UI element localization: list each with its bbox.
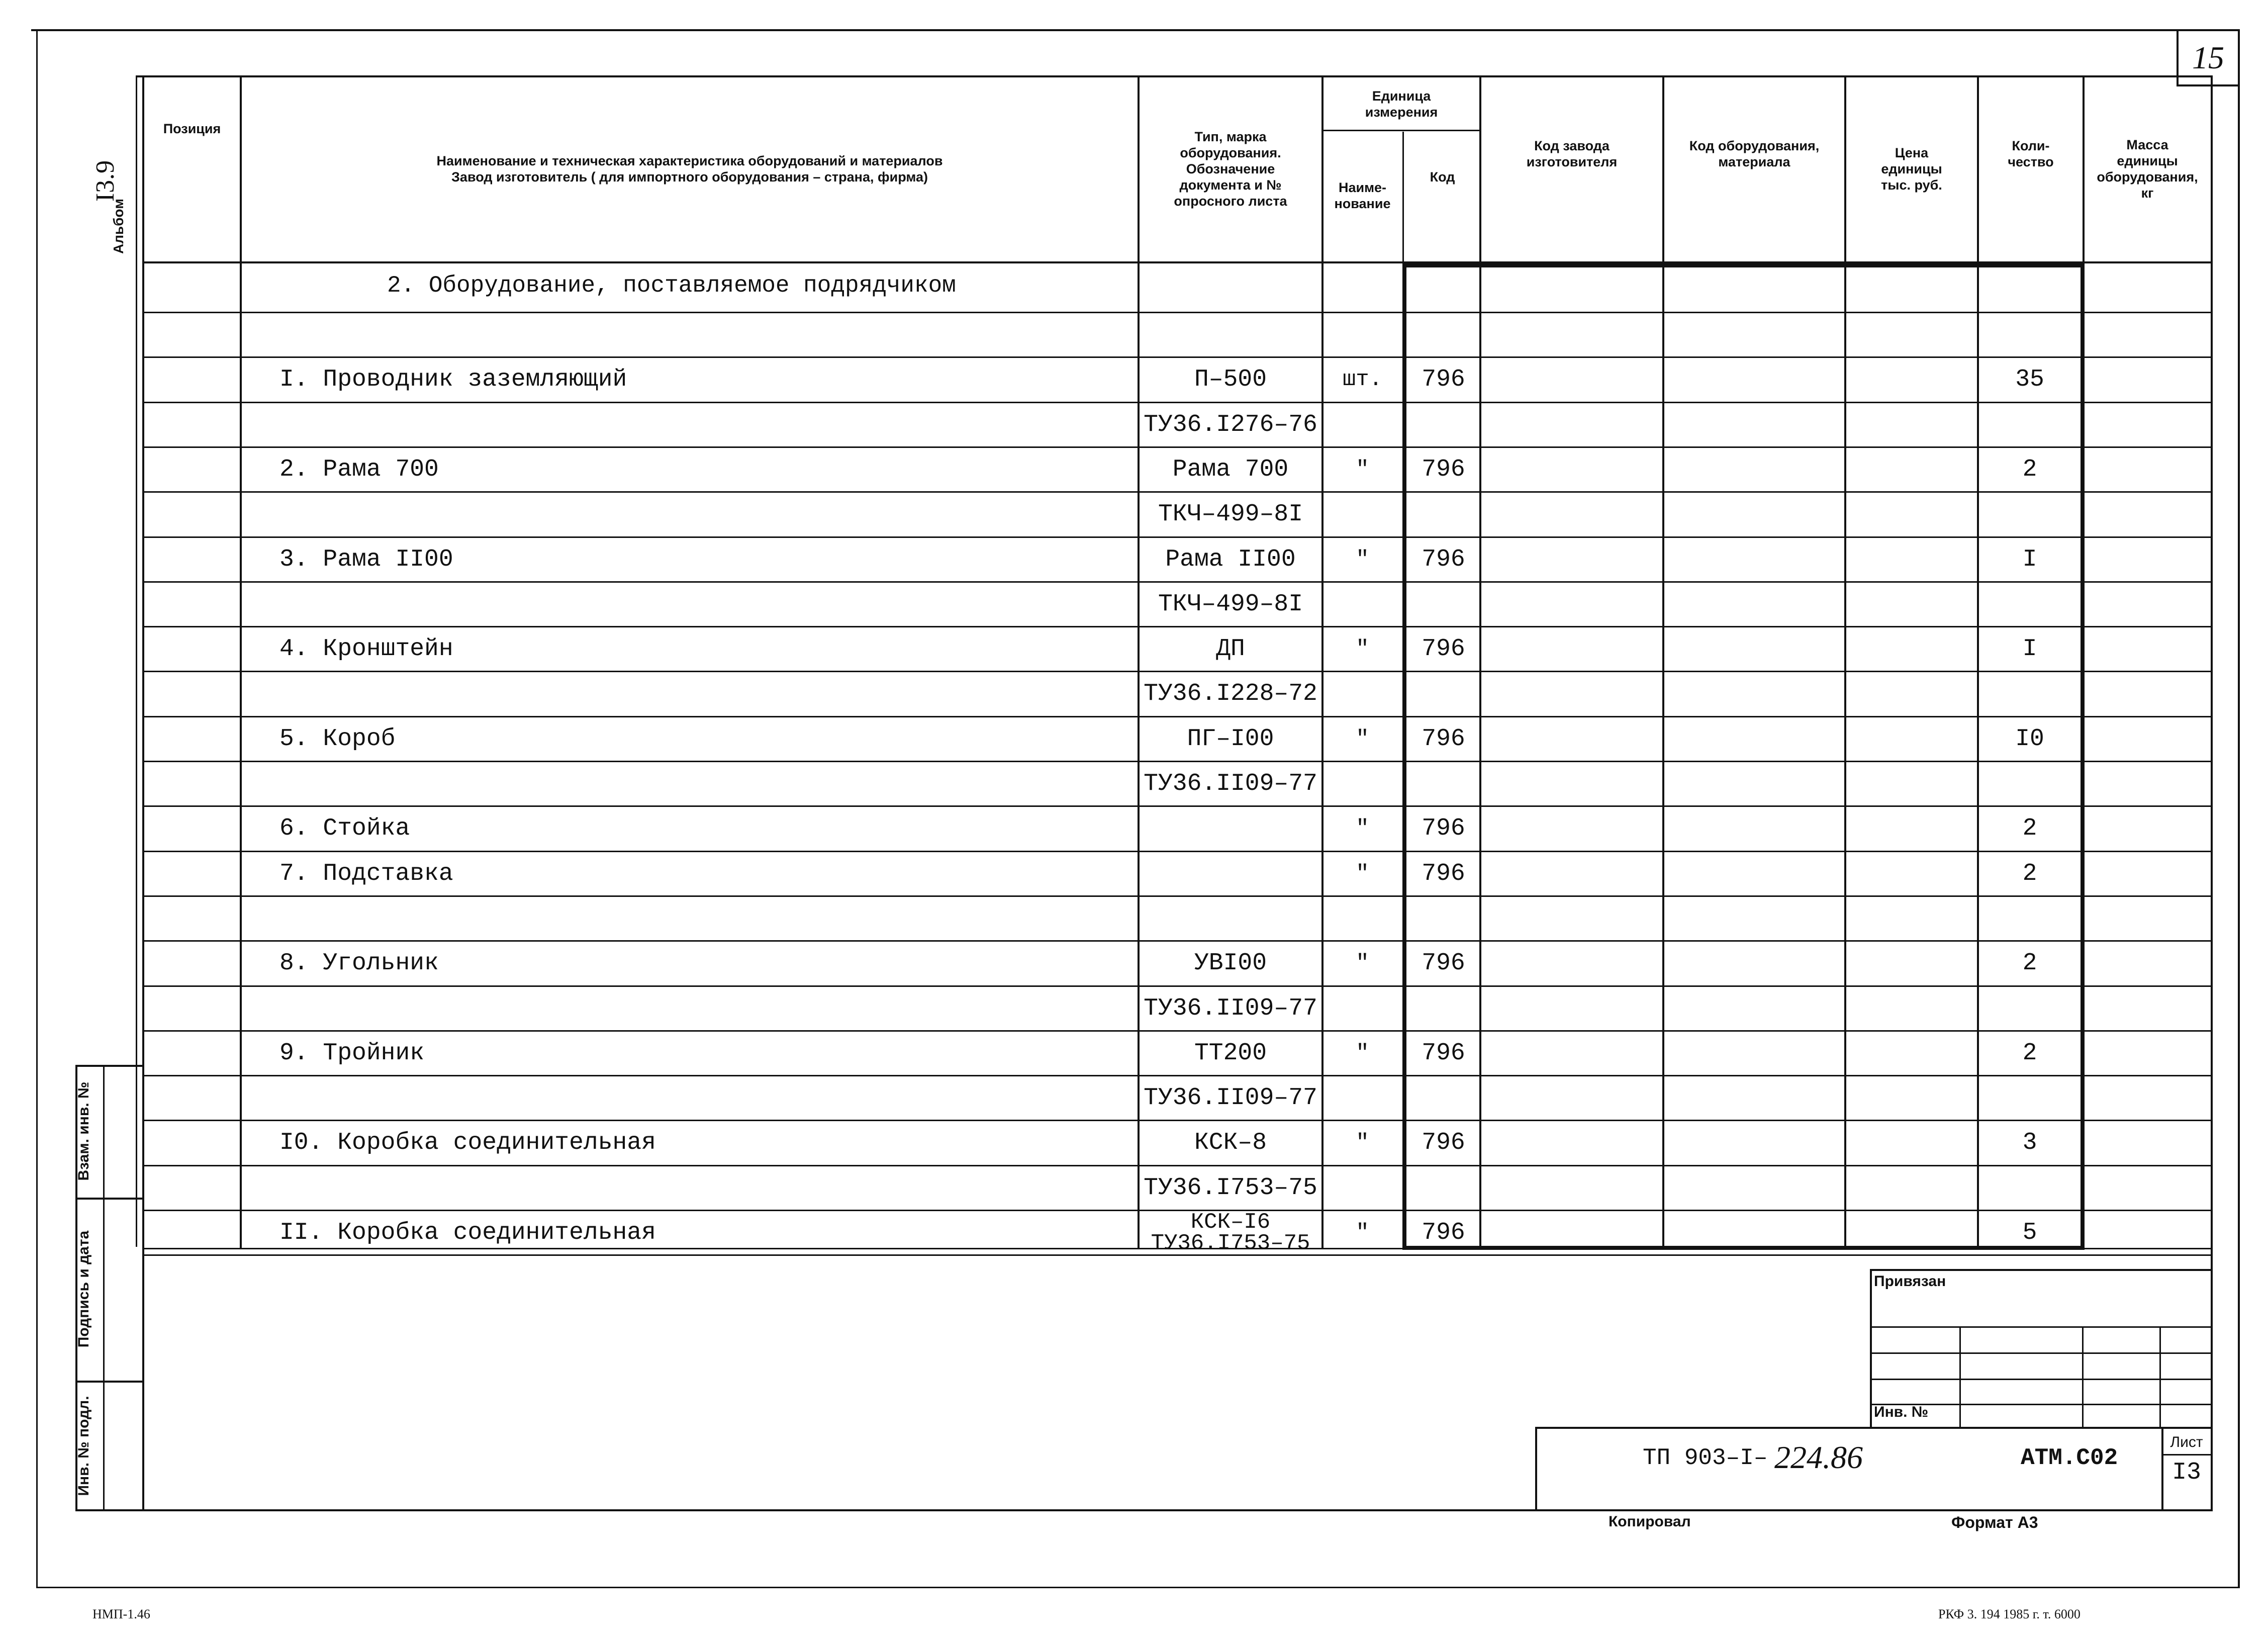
tb-v2: [2082, 1326, 2084, 1427]
row-type: КСК–I6: [1190, 1209, 1271, 1235]
row-type: ТКЧ–499–8I: [1158, 590, 1303, 618]
row-line-17: [142, 1075, 2211, 1076]
row-type-stacked: [1140, 1210, 1321, 1255]
header-equipment-code-line-2: материала: [1718, 154, 1790, 169]
header-price: [1846, 78, 1977, 259]
row-line-18: [142, 1120, 2211, 1121]
row-quantity: 35: [2015, 366, 2044, 393]
row-quantity: 2: [2022, 456, 2037, 483]
row-quantity: 2: [2022, 949, 2037, 977]
title-block-privyazan: Привязан: [1874, 1273, 1946, 1290]
row-line-2: [142, 402, 2211, 403]
album-label: Альбом: [111, 199, 126, 254]
header-equipment-code-line-1: Код оборудования,: [1689, 138, 1820, 153]
header-price-line-3: тыс. руб.: [1881, 177, 1942, 193]
tb-v1: [1959, 1326, 1961, 1427]
row-line-14: [142, 940, 2211, 942]
row-name: II. Коробка соединительная: [279, 1219, 656, 1246]
header-type-line-1: Тип, марка: [1194, 129, 1267, 144]
side-stamp-h1: [75, 1198, 144, 1200]
header-name-line2: Завод изготовитель ( для импортного оборудования – страна, фирма): [451, 169, 928, 185]
row-line-7: [142, 626, 2211, 627]
header-type: [1140, 78, 1321, 259]
row-line-11: [142, 805, 2211, 807]
row-line-15: [142, 985, 2211, 987]
header-name: [242, 78, 1138, 259]
row-type: ТУ36.II09–77: [1144, 1084, 1317, 1112]
row-line-3: [142, 446, 2211, 448]
row-type: КСК–8: [1194, 1129, 1267, 1156]
inner-frame-top: [136, 75, 2212, 77]
row-type: ДП: [1216, 635, 1245, 663]
row-code: 796: [1422, 456, 1465, 483]
header-unit-name-line-1: Наиме-: [1338, 180, 1387, 195]
header-mass-line-1: Масса: [2126, 137, 2168, 152]
row-type: ПГ–I00: [1187, 725, 1274, 753]
row-code: 796: [1422, 545, 1465, 573]
tb-sheet-divider: [2161, 1454, 2212, 1455]
row-type2: ТУ36.I753–75: [1151, 1230, 1310, 1256]
page-number: 15: [2192, 40, 2224, 75]
header-factory-code: [1481, 78, 1662, 229]
row-code: 796: [1422, 725, 1465, 753]
header-price-line-1: Цена: [1895, 145, 1929, 160]
row-type: Рама II00: [1165, 545, 1296, 573]
header-unit-group: [1324, 78, 1479, 130]
row-code: 796: [1422, 1129, 1465, 1156]
row-unit: ": [1356, 636, 1369, 662]
row-code: 796: [1422, 635, 1465, 663]
header-factory-code-line-2: изготовителя: [1526, 154, 1618, 169]
header-type-line-3: Обозначение: [1186, 161, 1275, 176]
row-name: I. Проводник заземляющий: [279, 366, 627, 393]
row-unit: ": [1356, 815, 1369, 841]
row-type: ТУ36.I276–76: [1144, 411, 1317, 438]
header-type-line-4: документа и №: [1179, 177, 1282, 193]
side-stamp-div: [103, 1065, 105, 1511]
doc-code-printed: ТП 903–I–: [1643, 1445, 1768, 1471]
row-quantity: I0: [2015, 725, 2044, 753]
header-type-line-5: опросного листа: [1174, 194, 1287, 209]
row-quantity: 3: [2022, 1129, 2037, 1156]
row-line-10: [142, 761, 2211, 762]
header-unit-code: Код: [1430, 169, 1455, 185]
header-name-line1: Наименование и техническая характеристика оборудований и материалов: [436, 153, 943, 168]
side-stamp-podpis: Подпись и дата: [75, 1230, 92, 1348]
tb-sheet-left: [2161, 1427, 2163, 1510]
side-stamp-vzam: Взам. инв. №: [75, 1081, 92, 1181]
outer-frame-top: [31, 29, 2239, 31]
row-type: ТКЧ–499–8I: [1158, 500, 1303, 528]
inner-frame-right: [2211, 75, 2213, 1510]
row-unit: ": [1356, 1220, 1369, 1245]
row-line-16: [142, 1030, 2211, 1032]
row-name: 3. Рама II00: [279, 545, 453, 573]
row-name: 2. Рама 700: [279, 456, 439, 483]
row-name: 4. Кронштейн: [279, 635, 453, 663]
row-code: 796: [1422, 366, 1465, 393]
row-quantity: I: [2022, 635, 2037, 663]
footer-right-code: РКФ 3. 194 1985 г. т. 6000: [1938, 1607, 2081, 1621]
header-mass-line-3: оборудования,: [2097, 169, 2198, 185]
row-quantity: 2: [2022, 1039, 2037, 1067]
row-name: 7. Подставка: [279, 860, 453, 887]
row-type: ТУ36.II09–77: [1144, 994, 1317, 1022]
header-mass-line-4: кг: [2141, 186, 2154, 201]
doc-code-handwritten: 224.86: [1774, 1439, 1863, 1475]
col-line-4: [1662, 75, 1664, 1248]
row-type: ТУ36.I753–75: [1144, 1174, 1317, 1202]
header-mass-line-2: единицы: [2117, 153, 2178, 168]
row-quantity: 2: [2022, 814, 2037, 842]
row-line-13: [142, 895, 2211, 897]
left-extra-line: [136, 75, 137, 1247]
col-line-3: [1479, 75, 1481, 1248]
header-unit-group-line-2: измерения: [1365, 105, 1438, 120]
header-mass: [2085, 78, 2210, 259]
row-line-8: [142, 671, 2211, 672]
title-block-inv-no: Инв. №: [1874, 1404, 1929, 1420]
sheet-value: I3: [2172, 1459, 2201, 1486]
row-type: ТУ36.II09–77: [1144, 770, 1317, 797]
tb-main-left: [1535, 1427, 1537, 1510]
header-type-line-2: оборудования.: [1180, 145, 1281, 160]
tb-v3: [2159, 1326, 2161, 1427]
row-code: 796: [1422, 949, 1465, 977]
row-name: I0. Коробка соединительная: [279, 1129, 656, 1156]
row-code: 796: [1422, 1039, 1465, 1067]
row-name: 6. Стойка: [279, 814, 410, 842]
footer-left-code: НМП-1.46: [92, 1607, 150, 1621]
row-unit: ": [1356, 547, 1369, 572]
header-unit-divider: [1324, 130, 1479, 131]
row-line-9: [142, 716, 2211, 717]
row-line-6: [142, 581, 2211, 583]
row-unit: ": [1356, 457, 1369, 482]
row-type: ТТ200: [1194, 1039, 1267, 1067]
sheet-label: Лист: [2170, 1434, 2203, 1450]
row-line-4: [142, 491, 2211, 493]
footer-format: Формат А3: [1951, 1513, 2038, 1531]
row-code: 796: [1422, 1219, 1465, 1246]
outer-frame-right: [2238, 29, 2240, 1587]
header-price-line-2: единицы: [1881, 161, 1942, 176]
inner-frame-left: [142, 75, 144, 1510]
header-position: Позиция: [163, 121, 221, 136]
row-unit: ": [1356, 1130, 1369, 1155]
section-title: 2. Оборудование, поставляемое подрядчиком: [387, 272, 956, 299]
row-name: 8. Угольник: [279, 949, 439, 977]
side-stamp-inv: Инв. № подл.: [75, 1396, 92, 1496]
row-unit: ": [1356, 1040, 1369, 1066]
header-equipment-code: [1664, 78, 1844, 229]
header-quantity: [1979, 78, 2083, 229]
album-number: I3.9: [91, 160, 120, 202]
row-type: ТУ36.I228–72: [1144, 680, 1317, 707]
outer-frame-left: [36, 30, 38, 1588]
row-type: П–500: [1194, 366, 1267, 393]
header-unit-name: [1324, 132, 1401, 259]
row-unit: ": [1356, 861, 1369, 886]
outer-frame-bottom: [36, 1587, 2240, 1588]
header-quantity-line-1: Коли-: [2012, 138, 2050, 153]
thick-box-left: [1402, 263, 1406, 1248]
row-line-0: [142, 312, 2211, 313]
thick-box-right: [2081, 263, 2085, 1248]
tb-main-top: [1535, 1427, 2212, 1429]
row-type: УВI00: [1194, 949, 1267, 977]
row-type: Рама 700: [1172, 456, 1289, 483]
row-name: 5. Короб: [279, 725, 396, 753]
row-unit: ": [1356, 726, 1369, 752]
row-quantity: I: [2022, 545, 2037, 573]
row-code: 796: [1422, 814, 1465, 842]
header-factory-code-line-1: Код завода: [1534, 138, 1610, 153]
row-quantity: 2: [2022, 860, 2037, 887]
header-unit-group-line-1: Единица: [1372, 88, 1431, 104]
row-line-1: [142, 356, 2211, 358]
thick-box-top: [1402, 263, 2085, 267]
header-quantity-line-2: чество: [2008, 154, 2054, 169]
inner-frame-bottom: [75, 1509, 2213, 1511]
row-name: 9. Тройник: [279, 1039, 425, 1067]
row-line-5: [142, 536, 2211, 538]
row-unit: шт.: [1342, 367, 1383, 392]
row-quantity: 5: [2022, 1219, 2037, 1246]
tb-top: [1870, 1269, 2212, 1271]
footer-copied: Копировал: [1609, 1513, 1691, 1530]
row-unit: ": [1356, 950, 1369, 976]
doc-atm-code: АТМ.С02: [2021, 1445, 2118, 1471]
row-code: 796: [1422, 860, 1465, 887]
row-line-12: [142, 851, 2211, 852]
row-line-19: [142, 1165, 2211, 1166]
header-unit-name-line-2: нование: [1334, 196, 1391, 211]
